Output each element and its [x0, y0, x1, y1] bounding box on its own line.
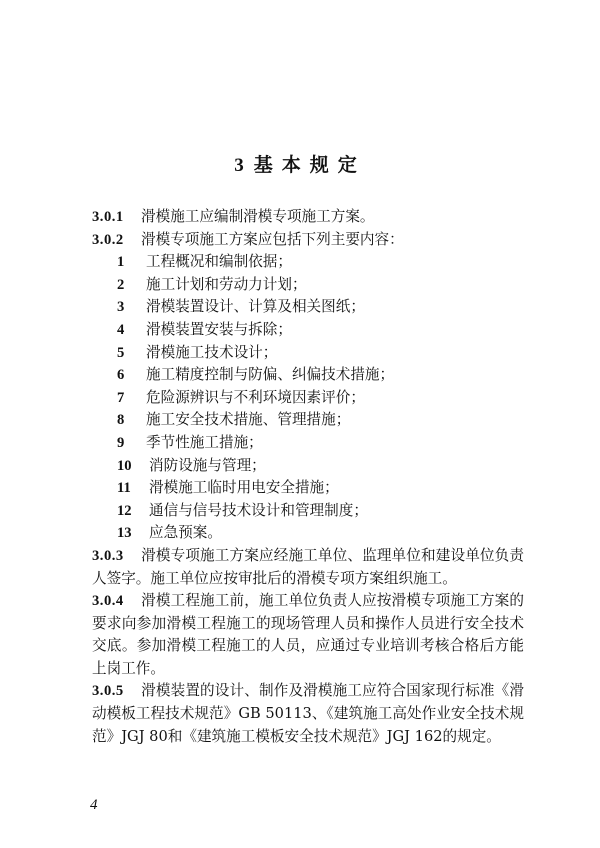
list-item [92, 319, 524, 342]
body-text [92, 206, 524, 748]
list-text: 危险源辨识与不利环境因素评价； [146, 388, 365, 406]
list-item [92, 296, 524, 319]
list-text: 滑模装置安装与拆除； [146, 320, 292, 338]
clause-3-0-4 [92, 590, 524, 680]
list-number: 8 [117, 412, 125, 429]
list-number: 11 [117, 480, 131, 497]
clause-text: 滑模施工应编制滑模专项施工方案。 [141, 208, 375, 225]
clause-number: 3.0.1 [92, 209, 124, 225]
chapter-title-text: 基本规定 [253, 154, 366, 176]
clause-text: 滑模工程施工前，施工单位负责人应按滑模专项施工方案的要求向参加滑模工程施工的现场管理人员和操作人员进行安全技术交底。参加滑模工程施工的人员，应通过专业培训考核合格后方能上岗工作。 [92, 592, 524, 677]
list-text: 滑模装置设计、计算及相关图纸； [146, 298, 365, 316]
list-text: 应急预案。 [149, 524, 222, 542]
clause-3-0-3 [92, 545, 524, 590]
list-number: 5 [117, 344, 125, 361]
list-item [92, 432, 524, 455]
clause-text: 滑模装置的设计、制作及滑模施工应符合国家现行标准《滑动模板工程技术规范》GB 50113、《建筑施工高处作业安全技术规范》JGJ 80和《建筑施工模板安全技术规范》JGJ 162的规定。 [92, 682, 524, 745]
clause-3-0-1 [92, 206, 524, 229]
list-number: 3 [117, 299, 125, 316]
list-item [92, 409, 524, 432]
list-item [92, 455, 524, 478]
list-text: 滑模施工临时用电安全措施； [149, 479, 339, 497]
chapter-title [0, 150, 600, 177]
list-number: 6 [117, 367, 125, 384]
page-number: 4 [90, 797, 98, 813]
list-number: 2 [117, 276, 125, 293]
list-number: 1 [117, 254, 125, 271]
clause-number: 3.0.2 [92, 231, 124, 248]
clause-text: 滑模专项施工方案应包括下列主要内容： [141, 230, 404, 248]
list-item [92, 274, 524, 297]
list-text: 通信与信号技术设计和管理制度； [149, 501, 368, 519]
list-item [92, 387, 524, 410]
list-number: 13 [117, 525, 132, 542]
list-text: 滑模施工技术设计； [146, 343, 278, 361]
list-item [92, 342, 524, 365]
clause-3-0-5 [92, 680, 524, 748]
list-item [92, 477, 524, 500]
list-text: 施工计划和劳动力计划； [146, 275, 307, 293]
clause-number: 3.0.4 [92, 593, 124, 610]
list-number: 7 [117, 389, 125, 406]
list-text: 季节性施工措施； [146, 433, 263, 451]
list-item [92, 500, 524, 523]
list-number: 10 [117, 457, 132, 474]
list-item [92, 251, 524, 274]
clause-text: 滑模专项施工方案应经施工单位、监理单位和建设单位负责人签字。施工单位应按审批后的滑模专项方案组织施工。 [92, 546, 524, 587]
list-item [92, 522, 524, 545]
list-text: 施工精度控制与防偏、纠偏技术措施； [146, 366, 395, 384]
list-text: 工程概况和编制依据； [146, 253, 292, 271]
clause-number: 3.0.5 [92, 683, 124, 700]
list-number: 12 [117, 502, 132, 519]
list-item [92, 364, 524, 387]
clause-number: 3.0.3 [92, 547, 124, 564]
list-text: 消防设施与管理； [149, 456, 266, 474]
list-text: 施工安全技术措施、管理措施； [146, 411, 351, 429]
chapter-number: 3 [234, 155, 244, 176]
list-number: 4 [117, 321, 125, 338]
list-number: 9 [117, 434, 125, 451]
clause-3-0-2 [92, 229, 524, 252]
